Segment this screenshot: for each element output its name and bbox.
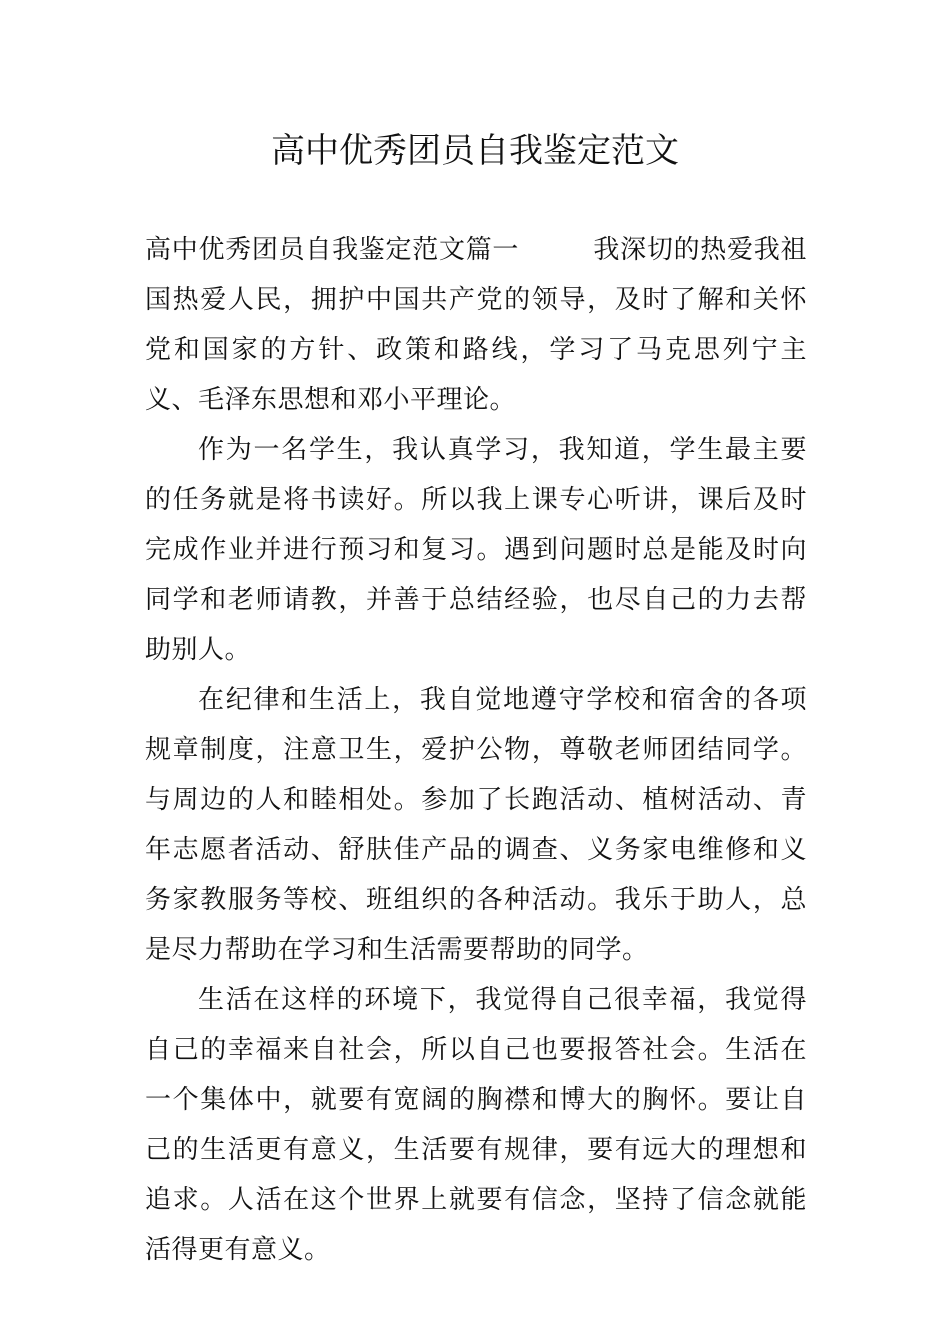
paragraph-2: 作为一名学生，我认真学习，我知道，学生最主要的任务就是将书读好。所以我上课专心听讲，课后及时完成作业并进行预习和复习。遇到问题时总是能及时向同学和老师请教，并善于总结经验，也尽自己的力去帮助别人。 [145, 435, 807, 665]
paragraph-4: 生活在这样的环境下，我觉得自己很幸福，我觉得自己的幸福来自社会，所以自己也要报答社会。生活在一个集体中，就要有宽阔的胸襟和博大的胸怀。要让自己的生活更有意义，生活要有规律，要有远大的理想和追求。人活在这个世界上就要有信念，坚持了信念就能活得更有意义。 [145, 985, 807, 1265]
document-body [145, 225, 807, 1275]
paragraph-1 [145, 225, 807, 425]
paragraph-1-text: 我深切的热爱我祖国热爱人民，拥护中国共产党的领导，及时了解和关怀党和国家的方针、政策和路线，学习了马克思列宁主义、毛泽东思想和邓小平理论。 [145, 235, 807, 415]
document-title: 高中优秀团员自我鉴定范文 [271, 131, 679, 171]
section-heading: 高中优秀团员自我鉴定范文篇一 [145, 235, 520, 265]
paragraph-3: 在纪律和生活上，我自觉地遵守学校和宿舍的各项规章制度，注意卫生，爱护公物，尊敬老师团结同学。与周边的人和睦相处。参加了长跑活动、植树活动、青年志愿者活动、舒肤佳产品的调查、义务家电维修和义务家教服务等校、班组织的各种活动。我乐于助人，总是尽力帮助在学习和生活需要帮助的同学。 [145, 685, 807, 965]
